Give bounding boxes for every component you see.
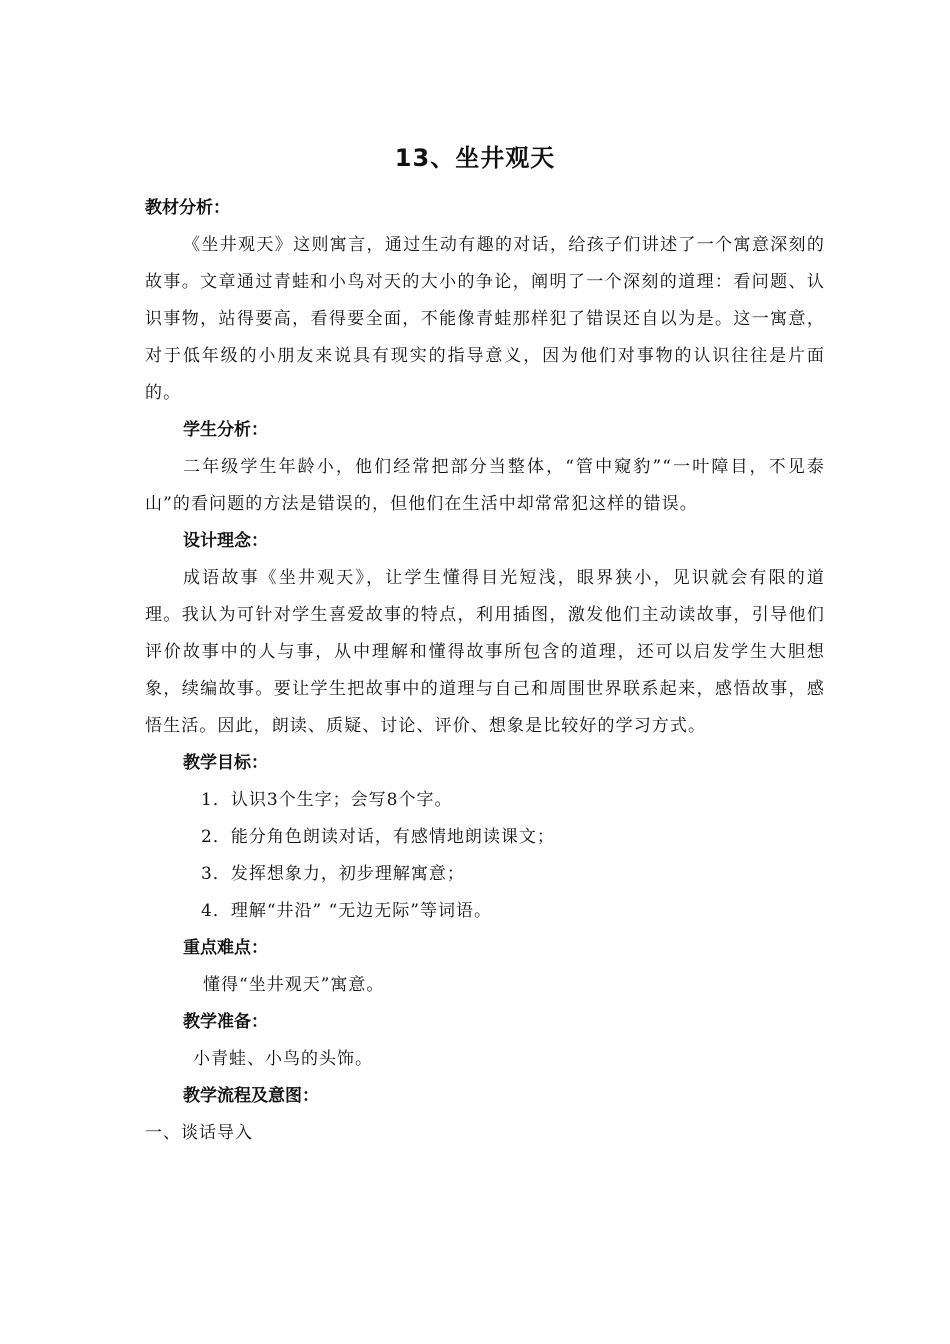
heading-material-analysis: 教材分析： (145, 198, 230, 218)
heading-teaching-prep: 教学准备： (183, 1012, 268, 1032)
page-title: 13、坐井观天 (394, 144, 556, 172)
heading-design-concept: 设计理念： (183, 531, 268, 551)
goal-item: 3．发挥想象力，初步理解寓意； (201, 864, 465, 884)
heading-student-analysis: 学生分析： (183, 420, 268, 440)
goal-item: 2．能分角色朗读对话，有感情地朗读课文； (201, 827, 555, 847)
paragraph-student-analysis: 二年级学生年龄小，他们经常把部分当整体，“管中窥豹”“一叶障目，不见泰山”的看问题的方法是错误的，但他们在生活中却常常犯这样的错误。 (145, 457, 825, 514)
document-body (145, 190, 825, 1152)
paragraph-material-analysis: 《坐井观天》这则寓言，通过生动有趣的对话，给孩子们讲述了一个寓意深刻的故事。文章通过青蛙和小鸟对天的大小的争论，阐明了一个深刻的道理：看问题、认识事物，站得要高，看得要全面，不能像青蛙那样犯了错误还自以为是。这一寓意，对于低年级的小朋友来说具有现实的指导意义，因为他们对事物的认识往往是片面的。 (145, 235, 825, 403)
paragraph-design-concept: 成语故事《坐井观天》，让学生懂得目光短浅，眼界狭小，见识就会有限的道理。我认为可针对学生喜爱故事的特点，利用插图，激发他们主动读故事，引导他们评价故事中的人与事，从中理解和懂得故事所包含的道理，还可以启发学生大胆想象，续编故事。要让学生把故事中的道理与自己和周围世界联系起来，感悟故事，感悟生活。因此，朗读、质疑、讨论、评价、想象是比较好的学习方式。 (145, 568, 825, 736)
heading-key-points: 重点难点： (183, 938, 268, 958)
key-points-text: 懂得“坐井观天”寓意。 (203, 975, 385, 995)
heading-teaching-flow: 教学流程及意图： (183, 1086, 319, 1106)
goal-item: 4．理解“井沿” “无边无际”等词语。 (201, 901, 492, 921)
flow-step-1: 一、谈话导入 (145, 1123, 253, 1143)
teaching-prep-text: 小青蛙、小鸟的头饰。 (193, 1049, 373, 1069)
heading-teaching-goals: 教学目标： (183, 753, 268, 773)
goal-item: 1．认识3个生字；会写8个字。 (201, 790, 453, 810)
